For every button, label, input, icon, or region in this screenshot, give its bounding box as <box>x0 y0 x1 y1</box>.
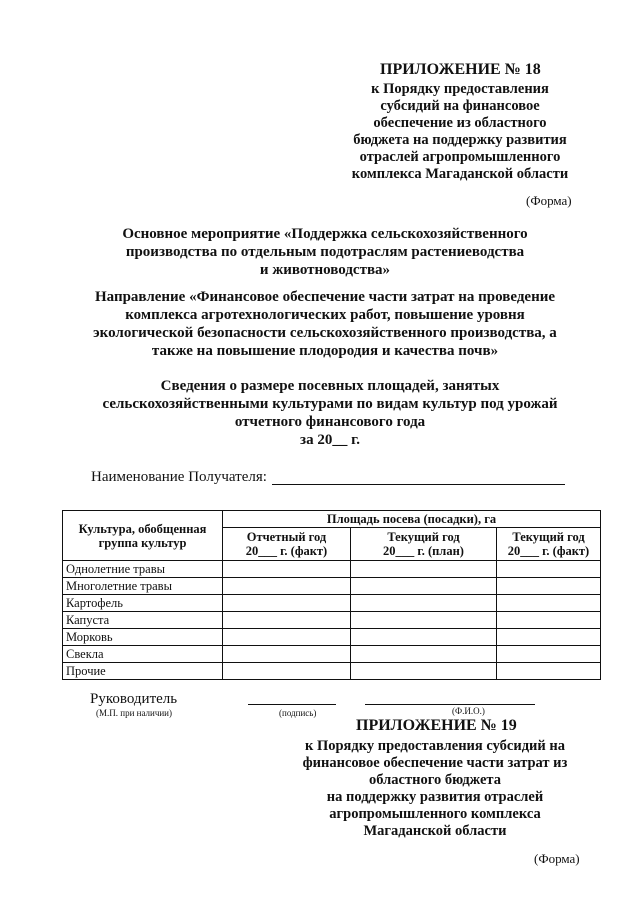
value-cell[interactable] <box>497 561 601 578</box>
value-cell[interactable] <box>223 663 351 680</box>
form-label-18: (Форма) <box>526 193 572 208</box>
value-cell[interactable] <box>223 629 351 646</box>
appendix-19-line: к Порядку предоставления субсидий на <box>304 738 566 754</box>
appendix-19-line: Магаданской области <box>363 823 507 839</box>
value-cell[interactable] <box>351 578 497 595</box>
appendix-18-line: бюджета на поддержку развития <box>353 132 567 148</box>
subheader-line: 20___ г. (факт) <box>507 544 590 558</box>
subheader-line: 20___ г. (план) <box>383 544 464 558</box>
seal-note: (М.П. при наличии) <box>96 708 172 718</box>
signature-field[interactable] <box>248 704 336 705</box>
table-row <box>63 646 601 663</box>
subheader-line: 20___ г. (факт) <box>245 544 328 558</box>
table-row <box>63 578 601 595</box>
direction-line: экологической безопасности сельскохозяйственного производства, а <box>93 325 557 341</box>
value-cell[interactable] <box>351 595 497 612</box>
value-cell[interactable] <box>351 561 497 578</box>
crop-area-table <box>62 510 601 680</box>
main-event-line: и животноводства» <box>259 262 391 278</box>
table-row <box>63 561 601 578</box>
direction-heading <box>20 288 630 360</box>
info-line: Сведения о размере посевных площадей, занятых <box>160 378 500 394</box>
fio-field[interactable] <box>365 704 535 705</box>
crop-name: Морковь <box>63 629 223 646</box>
info-heading <box>30 377 630 449</box>
recipient-field[interactable] <box>272 484 565 485</box>
manager-label: Руководитель <box>90 691 178 707</box>
info-line: отчетного финансового года <box>234 414 426 430</box>
current-year-plan-header <box>351 528 497 561</box>
value-cell[interactable] <box>351 629 497 646</box>
appendix-19-line: финансовое обеспечение части затрат из <box>302 755 568 771</box>
subheader-line: Отчетный год <box>246 530 327 544</box>
table-row <box>63 663 601 680</box>
value-cell[interactable] <box>223 612 351 629</box>
value-cell[interactable] <box>351 646 497 663</box>
recipient-label: Наименование Получателя: <box>91 469 267 485</box>
appendix-18-line: отраслей агропромышленного <box>359 149 561 165</box>
crop-name: Прочие <box>63 663 223 680</box>
crop-column-header: Культура, обобщенная группа культур <box>63 511 223 561</box>
value-cell[interactable] <box>351 663 497 680</box>
appendix-18-line: к Порядку предоставления <box>371 81 549 97</box>
appendix-18-title: ПРИЛОЖЕНИЕ № 18 <box>380 61 541 78</box>
appendix-18-line: обеспечение из областного <box>373 115 547 131</box>
crop-name: Капуста <box>63 612 223 629</box>
subheader-line: Текущий год <box>387 530 460 544</box>
main-event-heading <box>40 225 610 279</box>
table-row <box>63 629 601 646</box>
value-cell[interactable] <box>497 612 601 629</box>
value-cell[interactable] <box>223 578 351 595</box>
value-cell[interactable] <box>497 663 601 680</box>
reported-year-fact-header <box>223 528 351 561</box>
table-row <box>63 612 601 629</box>
crop-name: Картофель <box>63 595 223 612</box>
fio-caption: (Ф.И.О.) <box>452 706 485 716</box>
info-line: сельскохозяйственными культурами по видам культур под урожай <box>102 396 558 412</box>
value-cell[interactable] <box>351 612 497 629</box>
value-cell[interactable] <box>223 646 351 663</box>
direction-line: комплекса агротехнологических работ, повышение уровня <box>125 307 525 323</box>
main-event-line: Основное мероприятие «Поддержка сельскохозяйственного <box>122 226 528 242</box>
area-group-header: Площадь посева (посадки), га <box>223 511 601 528</box>
value-cell[interactable] <box>497 646 601 663</box>
appendix-19-line: областного бюджета <box>369 772 501 788</box>
value-cell[interactable] <box>223 595 351 612</box>
appendix-18-text <box>330 81 590 183</box>
crop-name: Многолетние травы <box>63 578 223 595</box>
crop-name: Свекла <box>63 646 223 663</box>
value-cell[interactable] <box>497 578 601 595</box>
signature-caption: (подпись) <box>279 708 317 718</box>
appendix-19-line: на поддержку развития отраслей <box>326 789 544 805</box>
direction-line: также на повышение плодородия и качества почв» <box>151 343 499 359</box>
crop-name: Однолетние травы <box>63 561 223 578</box>
appendix-18-line: комплекса Магаданской области <box>351 166 569 182</box>
direction-line: Направление «Финансовое обеспечение части затрат на проведение <box>94 289 556 305</box>
form-label-19: (Форма) <box>534 851 580 866</box>
appendix-19-line: агропромышленного комплекса <box>329 806 541 822</box>
current-year-fact-header <box>497 528 601 561</box>
value-cell[interactable] <box>497 595 601 612</box>
table-row <box>63 595 601 612</box>
value-cell[interactable] <box>497 629 601 646</box>
main-event-line: производства по отдельным подотраслям растениеводства <box>125 244 525 260</box>
info-line: за 20__ г. <box>300 432 360 448</box>
appendix-19-title: ПРИЛОЖЕНИЕ № 19 <box>356 717 517 734</box>
table-header-row <box>63 511 601 528</box>
subheader-line: Текущий год <box>512 530 585 544</box>
appendix-19-text <box>270 738 600 840</box>
value-cell[interactable] <box>223 561 351 578</box>
appendix-18-line: субсидий на финансовое <box>380 98 540 114</box>
